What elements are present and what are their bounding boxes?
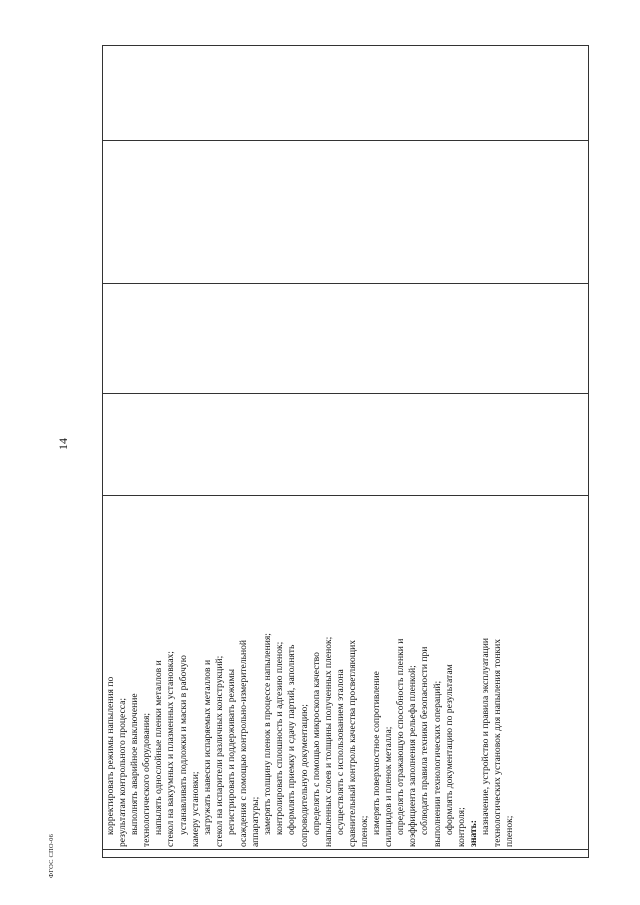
page-number: 14 bbox=[56, 438, 70, 450]
table bbox=[102, 45, 589, 858]
skill-line: напылять однослойные пленки металлов и bbox=[153, 660, 165, 835]
skill-line: пленок; bbox=[358, 815, 370, 847]
table-cell-empty bbox=[103, 141, 589, 284]
skill-line: результатам контрольного процесса; bbox=[117, 697, 129, 847]
skill-line: устанавливать подложки и маски в рабочую bbox=[177, 655, 189, 835]
skill-line: определять отражающую способность пленки и bbox=[395, 638, 407, 835]
skill-line: осуществлять с использованием эталона bbox=[334, 669, 346, 835]
skill-line: назначение, устройство и правила эксплуатации bbox=[479, 638, 491, 835]
skill-line: технологического оборудования; bbox=[141, 712, 153, 847]
skill-line: напыленных слоев и толщины полученных пленок; bbox=[322, 636, 334, 847]
skill-line: контроля; bbox=[455, 807, 467, 847]
table-row bbox=[103, 46, 589, 858]
skill-line: камеру установки; bbox=[189, 771, 201, 847]
skill-line: замерять толщину пленок в процессе напыления; bbox=[262, 633, 274, 835]
skill-line: стекол на вакуумных и плазменных установках; bbox=[165, 651, 177, 847]
standards-table bbox=[102, 46, 589, 858]
table-cell-empty bbox=[103, 850, 589, 858]
skill-line: сопроводительную документацию; bbox=[298, 704, 310, 847]
skills-cell bbox=[103, 496, 589, 850]
skill-line: загружать навески испаряемых металлов и bbox=[201, 659, 213, 835]
skills-text bbox=[103, 496, 516, 849]
skill-line: определять с помощью микроскопа качество bbox=[310, 652, 322, 835]
skill-line: пленок; bbox=[504, 815, 516, 847]
skill-line: оформлять приемку и сдачу партий, заполнять bbox=[286, 644, 298, 835]
skill-line: корректировать режимы напыления по bbox=[105, 676, 116, 835]
skill-line: соблюдать правила техники безопасности при bbox=[419, 646, 431, 835]
skill-line: выполнять аварийное выключение bbox=[129, 693, 141, 835]
skill-line: сравнительный контроль качества просветляющих bbox=[346, 639, 358, 847]
table-cell-empty bbox=[103, 284, 589, 394]
skill-line: аппаратуры; bbox=[250, 796, 262, 847]
section-heading: знать: bbox=[467, 820, 479, 847]
skill-line: регистрировать и поддерживать режимы bbox=[225, 668, 237, 835]
skill-line: оформлять документацию по результатам bbox=[443, 664, 455, 835]
skill-line: силицидов и пленок металла; bbox=[383, 726, 395, 847]
skill-line: стекол на испарители различных конструкций; bbox=[213, 655, 225, 847]
skill-line: осаждения с помощью контрольно-измерительной bbox=[238, 639, 250, 847]
table-cell-empty bbox=[103, 394, 589, 496]
skill-line: коэффициента заполнения рельефа пленкой; bbox=[407, 665, 419, 847]
skill-line: измерять поверхностное сопротивление bbox=[371, 671, 383, 835]
skill-line: контролировать сплошность и адгезию пленок; bbox=[274, 641, 286, 835]
skill-line: технологических установок для напыления тонких bbox=[492, 638, 503, 847]
skill-line: выполнении технологических операций; bbox=[431, 680, 443, 847]
footer-code: ФГОС СПО-06 bbox=[48, 833, 55, 878]
table-cell-empty bbox=[103, 46, 589, 141]
